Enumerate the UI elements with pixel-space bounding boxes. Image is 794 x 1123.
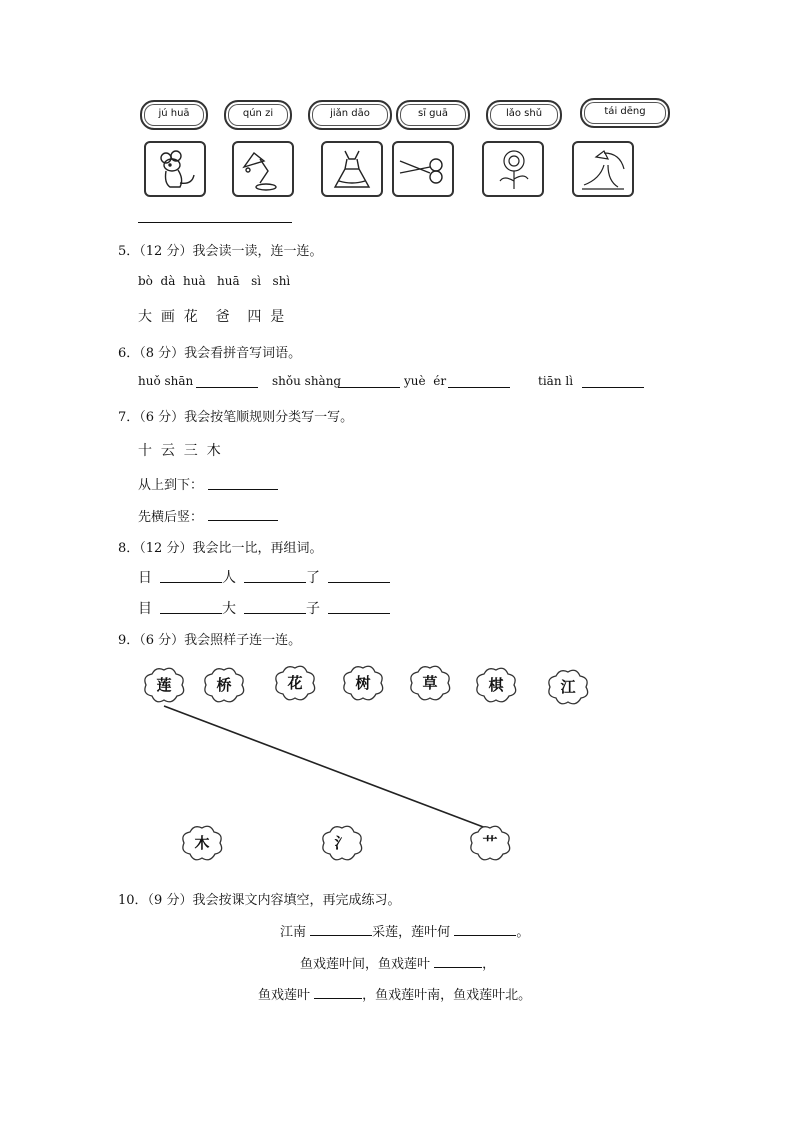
flower-top-2[interactable] xyxy=(200,664,248,706)
poem-line-1-c: 。 xyxy=(516,925,530,940)
blank-q10-1[interactable] xyxy=(310,935,372,936)
blank-q10-3[interactable] xyxy=(434,967,482,968)
question-10-title: 10．（9 分）我会按课文内容填空，再完成练习。 xyxy=(118,893,401,908)
poem-line-2 xyxy=(300,953,495,972)
poem-line-3-a: 鱼戏莲叶 xyxy=(258,988,311,1003)
poem-line-1 xyxy=(280,921,529,940)
flower-top-2-label: 桥 xyxy=(216,676,232,694)
question-7-chars: 十 云 三 木 xyxy=(138,443,221,459)
q8-row1-char-3: 了 xyxy=(306,570,320,586)
question-6-item-3: yuè ér xyxy=(404,374,447,388)
flower-top-6[interactable] xyxy=(472,664,520,706)
question-6-item-2: shǒu shàng xyxy=(272,374,342,388)
question-7-title: 7．（6 分）我会按笔顺规则分类写一写。 xyxy=(118,410,354,425)
pinyin-label-1: jú huā xyxy=(140,100,208,130)
pinyin-label-3: jiǎn dāo xyxy=(308,100,392,130)
q8-row1-char-2: 人 xyxy=(222,570,236,586)
flower-top-5[interactable] xyxy=(406,662,454,704)
flower-bottom-3[interactable] xyxy=(466,822,514,864)
poem-line-3 xyxy=(258,984,531,1003)
q8-row2-char-3: 子 xyxy=(306,601,320,617)
question-7-rule-1: 从上到下： xyxy=(138,478,204,493)
flower-bottom-1[interactable] xyxy=(178,822,226,864)
pinyin-label-5: lǎo shǔ xyxy=(486,100,562,130)
flower-top-4-label: 树 xyxy=(355,674,371,692)
flower-top-7[interactable] xyxy=(544,666,592,708)
poem-line-3-b: ，鱼戏莲叶南，鱼戏莲叶北。 xyxy=(362,988,532,1003)
pinyin-label-2: qún zi xyxy=(224,100,292,130)
poem-line-2-b: ， xyxy=(482,957,496,972)
question-6-item-4: tiān lì xyxy=(538,374,574,388)
flower-top-4[interactable] xyxy=(339,662,387,704)
poem-line-1-a: 江南 xyxy=(280,925,307,940)
flower-top-5-label: 草 xyxy=(422,674,438,692)
question-6-item-1: huǒ shān xyxy=(138,374,194,388)
flower-top-6-label: 棋 xyxy=(488,676,504,694)
flower-top-7-label: 江 xyxy=(560,678,576,696)
question-5-chars: 大 画 花 爸 四 是 xyxy=(138,309,285,325)
poem-line-1-b: 采莲，莲叶何 xyxy=(372,925,451,940)
blank-q10-2[interactable] xyxy=(454,935,516,936)
flower-bottom-2-label: 氵 xyxy=(334,834,350,852)
flower-top-3-label: 花 xyxy=(287,674,303,692)
q8-row2-char-2: 大 xyxy=(222,601,236,617)
pinyin-label-6: tái dēng xyxy=(580,98,670,128)
flower-bottom-1-label: 木 xyxy=(194,834,210,852)
flower-bottom-2[interactable] xyxy=(318,822,366,864)
question-6-title: 6．（8 分）我会看拼音写词语。 xyxy=(118,346,302,361)
pinyin-label-4: sī guā xyxy=(396,100,470,130)
question-7-rule-2: 先横后竖： xyxy=(138,510,204,525)
q8-row2-char-1: 目 xyxy=(138,601,152,617)
question-5-pinyin: bò dà huà huā sì shì xyxy=(138,274,291,288)
poem-line-2-a: 鱼戏莲叶间，鱼戏莲叶 xyxy=(300,957,431,972)
question-5-title: 5．（12 分）我会读一读，连一连。 xyxy=(118,244,323,259)
question-9-title: 9．（6 分）我会照样子连一连。 xyxy=(118,633,302,648)
question-8-title: 8．（12 分）我会比一比，再组词。 xyxy=(118,541,323,556)
blank-q10-4[interactable] xyxy=(314,998,362,999)
flower-top-3[interactable] xyxy=(271,662,319,704)
flower-bottom-3-label: 艹 xyxy=(482,834,498,852)
flower-top-1-label: 莲 xyxy=(156,676,172,694)
flower-top-1[interactable] xyxy=(140,664,188,706)
q8-row1-char-1: 日 xyxy=(138,570,152,586)
